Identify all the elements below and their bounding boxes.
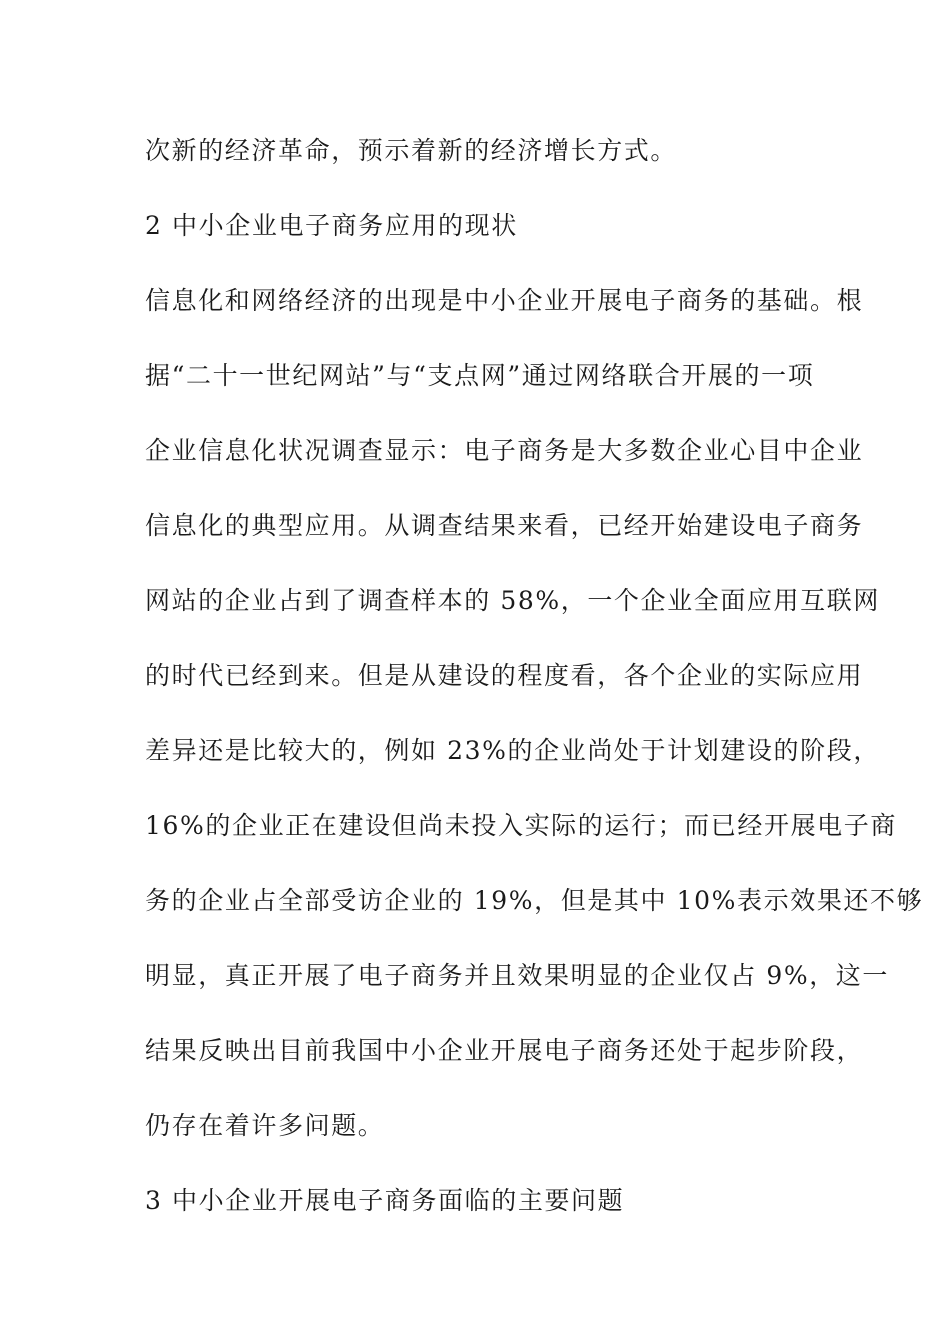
body-text-line: 结果反映出目前我国中小企业开展电子商务还处于起步阶段，	[145, 1036, 864, 1065]
body-text-line: 次新的经济革命，预示着新的经济增长方式。	[145, 136, 678, 165]
body-text-line: 16%的企业正在建设但尚未投入实际的运行；而已经开展电子商	[145, 811, 897, 840]
body-text-line: 的时代已经到来。但是从建设的程度看，各个企业的实际应用	[145, 661, 864, 690]
body-text-line: 信息化的典型应用。从调查结果来看，已经开始建设电子商务	[145, 511, 864, 540]
body-text-line: 务的企业占全部受访企业的 19%，但是其中 10%表示效果还不够	[145, 886, 924, 915]
body-text-line: 信息化和网络经济的出现是中小企业开展电子商务的基础。根	[145, 286, 864, 315]
body-text-line: 仍存在着许多问题。	[145, 1111, 385, 1140]
body-text-line: 企业信息化状况调查显示：电子商务是大多数企业心目中企业	[145, 436, 864, 465]
body-text-line: 据“二十一世纪网站”与“支点网”通过网络联合开展的一项	[145, 361, 815, 390]
section-heading-3: 3 中小企业开展电子商务面临的主要问题	[145, 1186, 625, 1215]
body-text-line: 明显，真正开展了电子商务并且效果明显的企业仅占 9%，这一	[145, 961, 890, 990]
body-text-line: 网站的企业占到了调查样本的 58%，一个企业全面应用互联网	[145, 586, 880, 615]
section-heading-2: 2 中小企业电子商务应用的现状	[145, 211, 518, 240]
body-text-line: 差异还是比较大的，例如 23%的企业尚处于计划建设的阶段，	[145, 736, 880, 765]
